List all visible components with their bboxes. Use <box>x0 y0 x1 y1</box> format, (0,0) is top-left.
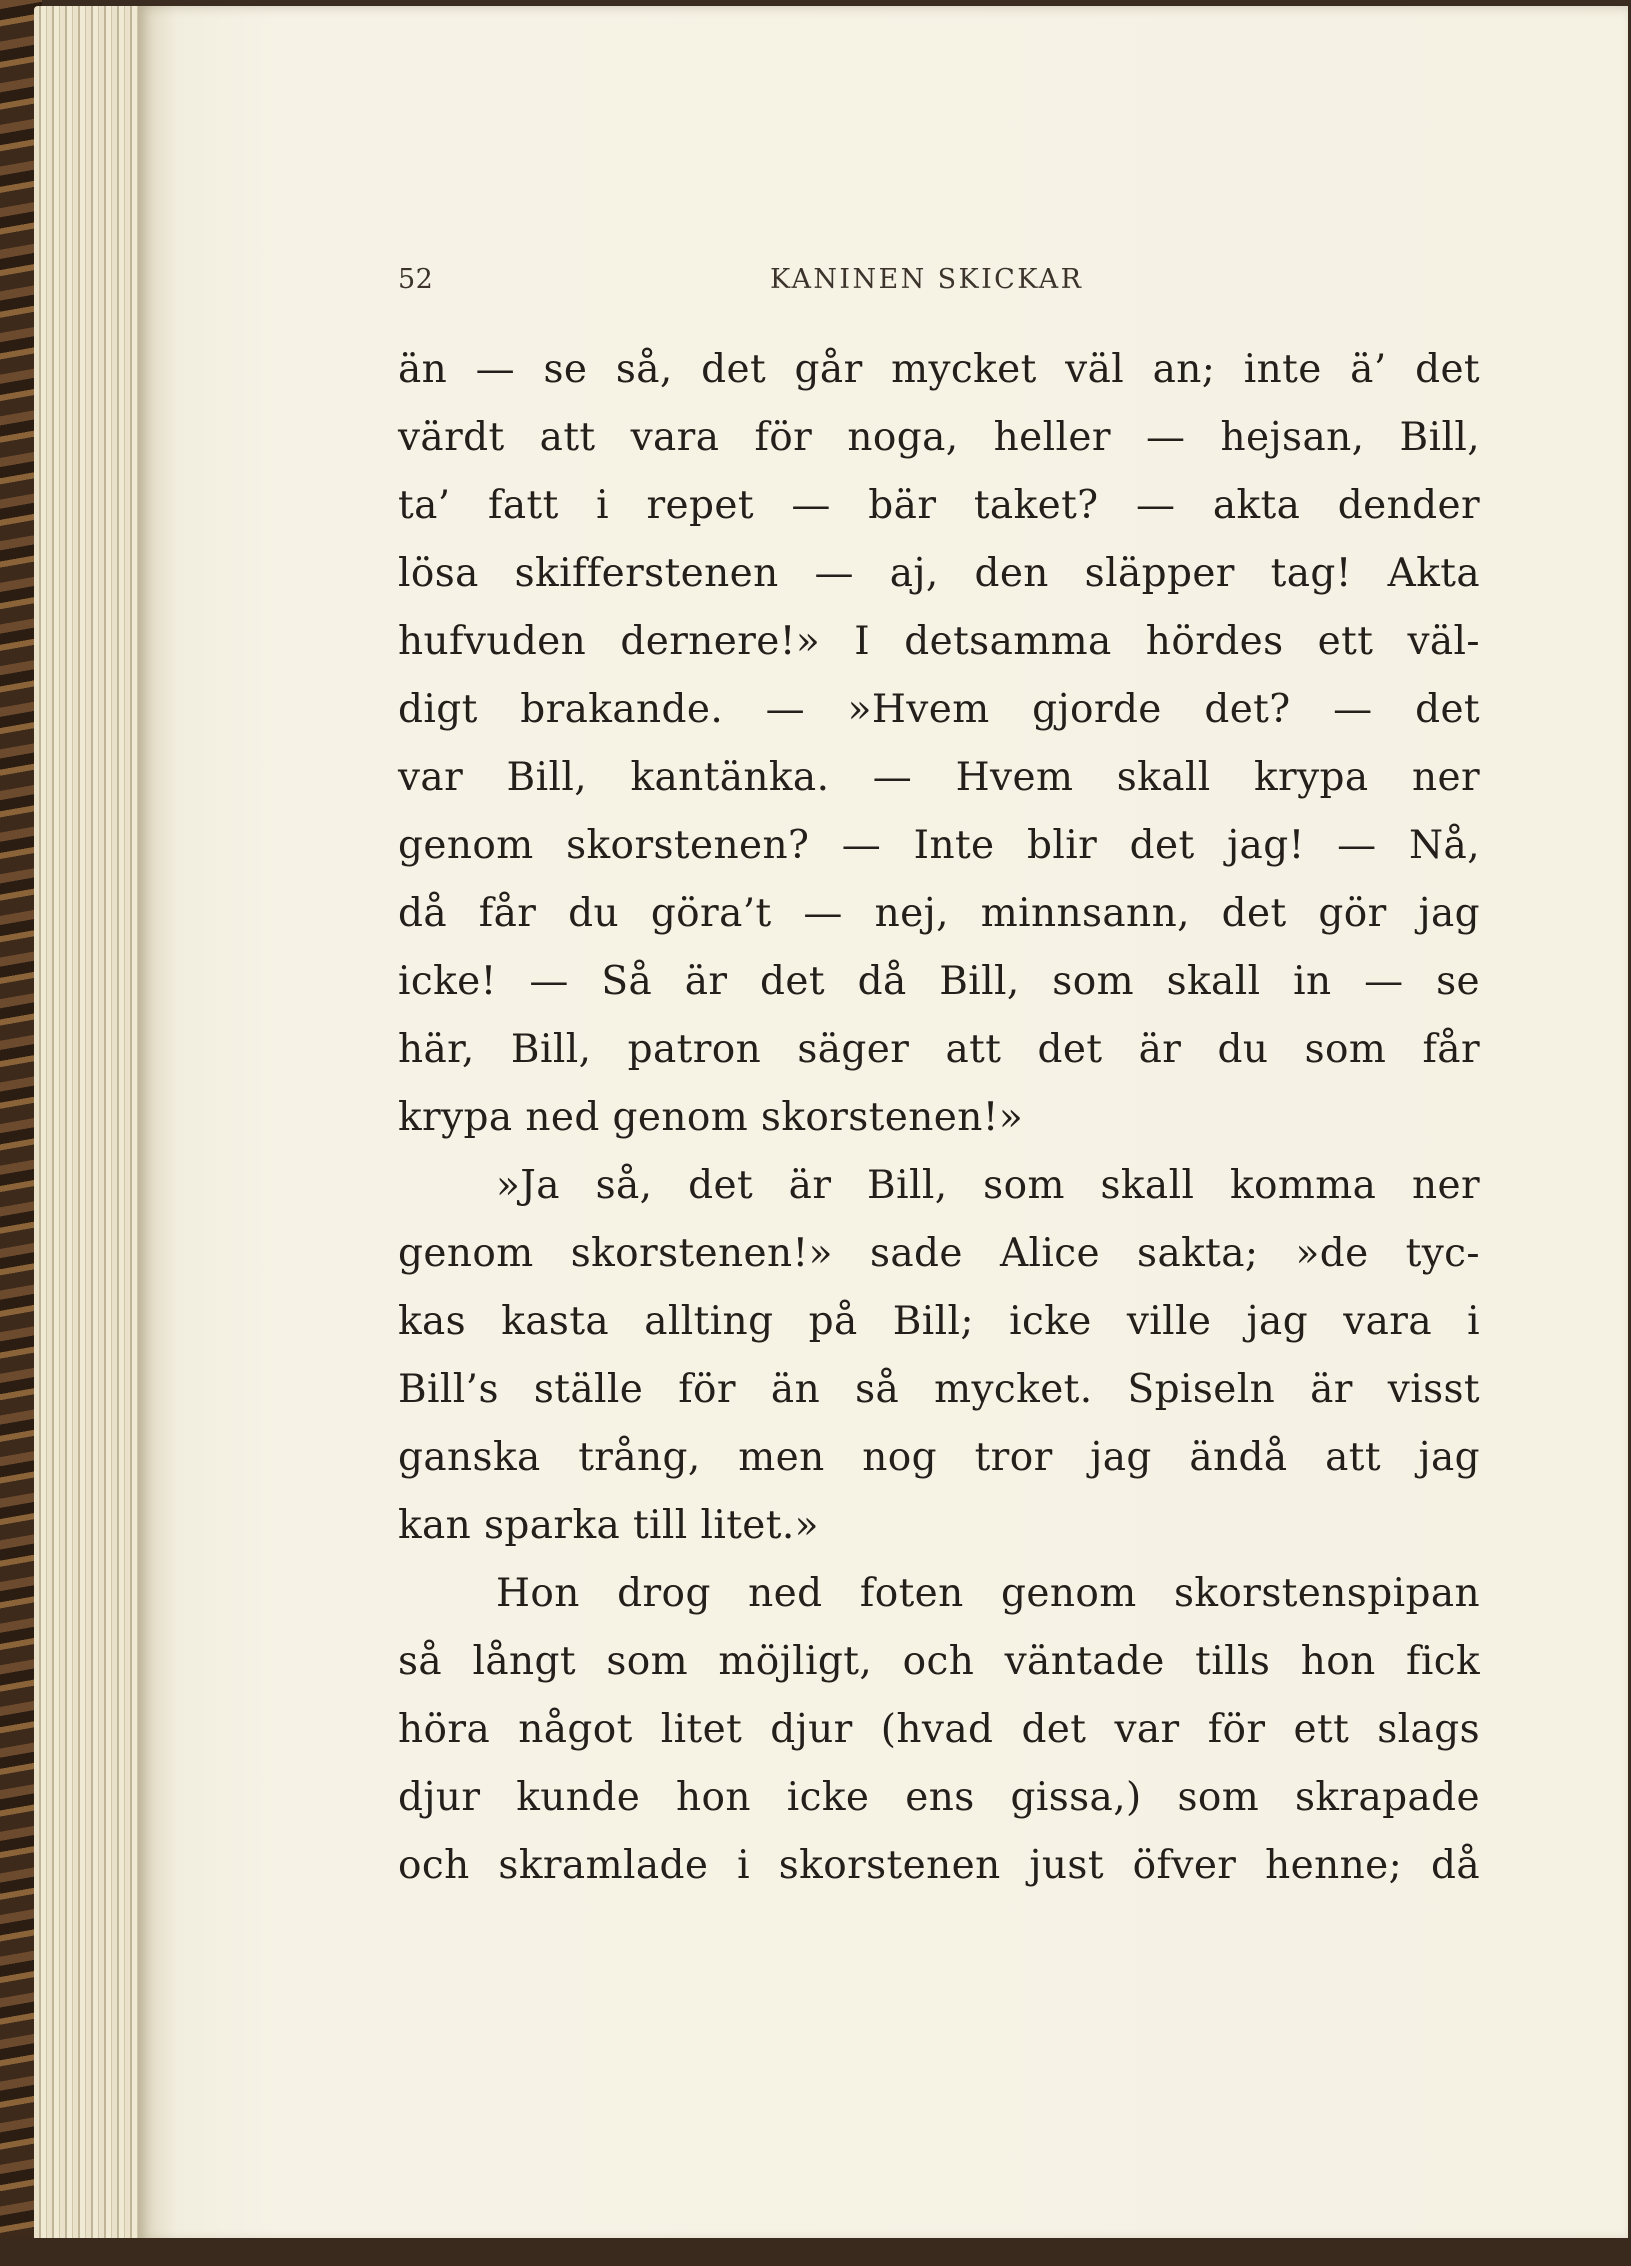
text-line: Bill’s ställe för än så mycket. Spiseln är visst <box>398 1367 1480 1412</box>
text-line: genom skorstenen!» sade Alice sakta; »de tyc- <box>398 1231 1480 1276</box>
text-line: här, Bill, patron säger att det är du som får <box>398 1027 1480 1072</box>
text-line: lösa skifferstenen — aj, den släpper tag! Akta <box>398 551 1480 596</box>
text-line: var Bill, kantänka. — Hvem skall krypa ner <box>398 755 1480 800</box>
text-line: krypa ned genom skorstenen!» <box>398 1095 1024 1140</box>
text-line: ta’ fatt i repet — bär taket? — akta dender <box>398 483 1480 528</box>
text-line: höra något litet djur (hvad det var för ett slags <box>398 1707 1480 1752</box>
text-line: så långt som möjligt, och väntade tills hon fick <box>398 1639 1480 1684</box>
body-text <box>398 336 1480 1900</box>
text-line: djur kunde hon icke ens gissa,) som skrapade <box>398 1775 1480 1820</box>
text-line: Hon drog ned foten genom skorstenspipan <box>496 1571 1480 1616</box>
text-line: kas kasta allting på Bill; icke ville jag vara i <box>398 1299 1480 1344</box>
text-line: »Ja så, det är Bill, som skall komma ner <box>496 1163 1480 1208</box>
text-line: hufvuden dernere!» I detsamma hördes ett väl- <box>398 619 1480 664</box>
text-line: kan sparka till litet.» <box>398 1503 819 1548</box>
text-line: ganska trång, men nog tror jag ändå att jag <box>398 1435 1480 1480</box>
text-line: genom skorstenen? — Inte blir det jag! — Nå, <box>398 823 1480 868</box>
text-line: än — se så, det går mycket väl an; inte ä’ det <box>398 347 1480 392</box>
text-line: digt brakande. — »Hvem gjorde det? — det <box>398 687 1480 732</box>
text-line: och skramlade i skorstenen just öfver henne; då <box>398 1843 1480 1888</box>
running-head: KANINEN SKICKAR <box>770 264 1084 295</box>
text-line: icke! — Så är det då Bill, som skall in — se <box>398 959 1480 1004</box>
page-edges <box>34 6 144 2242</box>
page-number: 52 <box>398 264 434 295</box>
text-line: då får du göra’t — nej, minnsann, det gör jag <box>398 891 1480 936</box>
scan-bottom-edge <box>0 2238 1631 2266</box>
text-line: värdt att vara för noga, heller — hejsan, Bill, <box>398 415 1480 460</box>
